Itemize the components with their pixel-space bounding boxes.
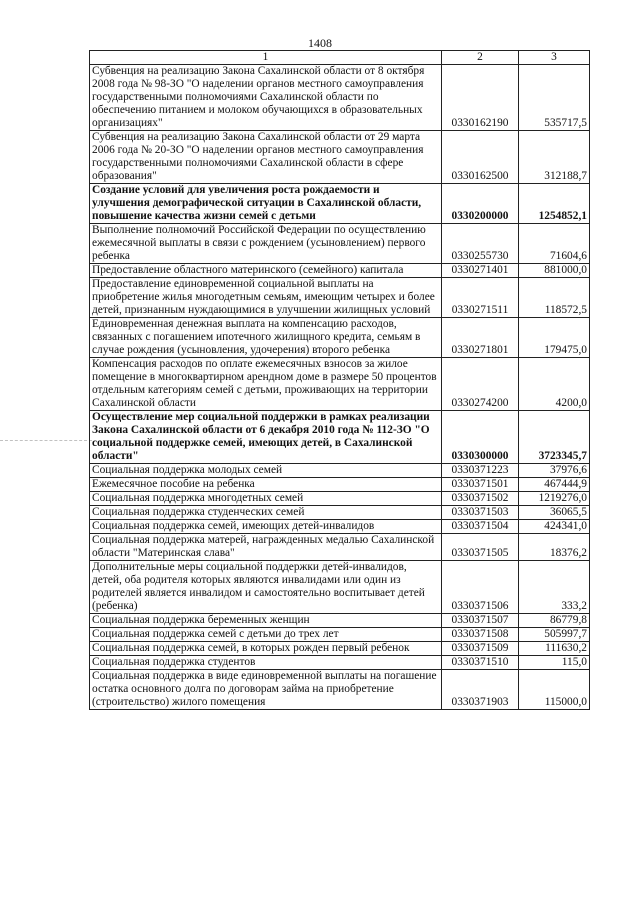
row-description: Компенсация расходов по оплате ежемесячных взносов за жилое помещение в многоквартирном арендном доме в размере 50 процентов отдельным категориям семей с детьми, проживающих на территории Сахалинской области [90,358,442,411]
table-row [90,656,590,670]
row-code: 0330271511 [442,278,519,318]
budget-table [89,50,590,710]
row-description: Выполнение полномочий Российской Федерации по осуществлению ежемесячной выплаты в связи с рождением (усыновлением) первого ребенка [90,224,442,264]
header-col-1: 1 [90,51,442,65]
row-code: 0330271401 [442,264,519,278]
table-row [90,642,590,656]
table-row [90,184,590,224]
row-description: Дополнительные меры социальной поддержки детей-инвалидов, детей, оба родителя которых являются инвалидами или один из родителей является инвалидом и самостоятельно воспитывает детей (ребенка) [90,561,442,614]
row-description: Предоставление областного материнского (семейного) капитала [90,264,442,278]
row-code: 0330255730 [442,224,519,264]
row-amount: 467444,9 [519,478,590,492]
row-code: 0330162500 [442,131,519,184]
row-amount: 37976,6 [519,464,590,478]
row-code: 0330371509 [442,642,519,656]
row-description: Социальная поддержка матерей, награжденных медалью Сахалинской области "Материнская слава" [90,534,442,561]
page-number: 1408 [308,36,332,50]
table-row [90,492,590,506]
row-amount: 86779,8 [519,614,590,628]
row-code: 0330162190 [442,65,519,131]
row-amount: 115000,0 [519,670,590,710]
row-code: 0330371507 [442,614,519,628]
row-description: Социальная поддержка молодых семей [90,464,442,478]
row-code: 0330371223 [442,464,519,478]
table-row [90,318,590,358]
row-amount: 333,2 [519,561,590,614]
row-code: 0330371510 [442,656,519,670]
table-row [90,478,590,492]
row-code: 0330371502 [442,492,519,506]
table-row [90,131,590,184]
table-row [90,534,590,561]
table-row [90,628,590,642]
header-col-3: 3 [519,51,590,65]
row-amount: 4200,0 [519,358,590,411]
row-amount: 118572,5 [519,278,590,318]
row-code: 0330371506 [442,561,519,614]
row-code: 0330371504 [442,520,519,534]
row-description: Ежемесячное пособие на ребенка [90,478,442,492]
row-amount: 1254852,1 [519,184,590,224]
row-description: Единовременная денежная выплата на компенсацию расходов, связанных с погашением ипотечного жилищного кредита, семьям в случае рождения (усыновления, удочерения) второго ребенка [90,318,442,358]
row-amount: 312188,7 [519,131,590,184]
table-row [90,614,590,628]
row-code: 0330371505 [442,534,519,561]
row-code: 0330371903 [442,670,519,710]
row-description: Создание условий для увеличения роста рождаемости и улучшения демографической ситуации в Сахалинской области, повышение качества жизни семей с детьми [90,184,442,224]
row-code: 0330300000 [442,411,519,464]
row-amount: 1219276,0 [519,492,590,506]
row-amount: 3723345,7 [519,411,590,464]
row-amount: 36065,5 [519,506,590,520]
table-row [90,264,590,278]
row-description: Осуществление мер социальной поддержки в рамках реализации Закона Сахалинской области от 6 декабря 2010 года № 112-ЗО "О социальной поддержке семей, имеющих детей, в Сахалинской области" [90,411,442,464]
row-code: 0330200000 [442,184,519,224]
table-row [90,520,590,534]
row-amount: 179475,0 [519,318,590,358]
row-code: 0330271801 [442,318,519,358]
table-row [90,65,590,131]
row-code: 0330371501 [442,478,519,492]
row-description: Социальная поддержка многодетных семей [90,492,442,506]
scan-artifact [0,440,92,445]
row-amount: 115,0 [519,656,590,670]
row-amount: 18376,2 [519,534,590,561]
row-description: Субвенция на реализацию Закона Сахалинской области от 8 октября 2008 года № 98-ЗО "О наделении органов местного самоуправления государственными полномочиями Сахалинской области по обеспечению питанием и молоком обучающихся в образовательных организациях" [90,65,442,131]
row-amount: 881000,0 [519,264,590,278]
table-row [90,561,590,614]
header-col-2: 2 [442,51,519,65]
row-code: 0330274200 [442,358,519,411]
row-amount: 505997,7 [519,628,590,642]
table-row [90,464,590,478]
row-amount: 71604,6 [519,224,590,264]
row-description: Социальная поддержка беременных женщин [90,614,442,628]
row-description: Предоставление единовременной социальной выплаты на приобретение жилья многодетным семьям, имеющим четырех и более детей, признанным нуждающимися в улучшении жилищных условий [90,278,442,318]
row-description: Социальная поддержка студентов [90,656,442,670]
row-description: Субвенция на реализацию Закона Сахалинской области от 29 марта 2006 года № 20-ЗО "О наделении органов местного самоуправления государственными полномочиями Сахалинской области в сфере образования" [90,131,442,184]
table-row [90,358,590,411]
row-description: Социальная поддержка в виде единовременной выплаты на погашение остатка основного долга по договорам займа на приобретение (строительство) жилого помещения [90,670,442,710]
row-description: Социальная поддержка студенческих семей [90,506,442,520]
row-description: Социальная поддержка семей с детьми до трех лет [90,628,442,642]
row-code: 0330371508 [442,628,519,642]
row-amount: 111630,2 [519,642,590,656]
row-amount: 424341,0 [519,520,590,534]
table-row [90,670,590,710]
table-row [90,506,590,520]
table-row [90,224,590,264]
row-description: Социальная поддержка семей, в которых рожден первый ребенок [90,642,442,656]
row-description: Социальная поддержка семей, имеющих детей-инвалидов [90,520,442,534]
row-code: 0330371503 [442,506,519,520]
table-row [90,411,590,464]
table-header-row [90,51,590,65]
table-row [90,278,590,318]
row-amount: 535717,5 [519,65,590,131]
